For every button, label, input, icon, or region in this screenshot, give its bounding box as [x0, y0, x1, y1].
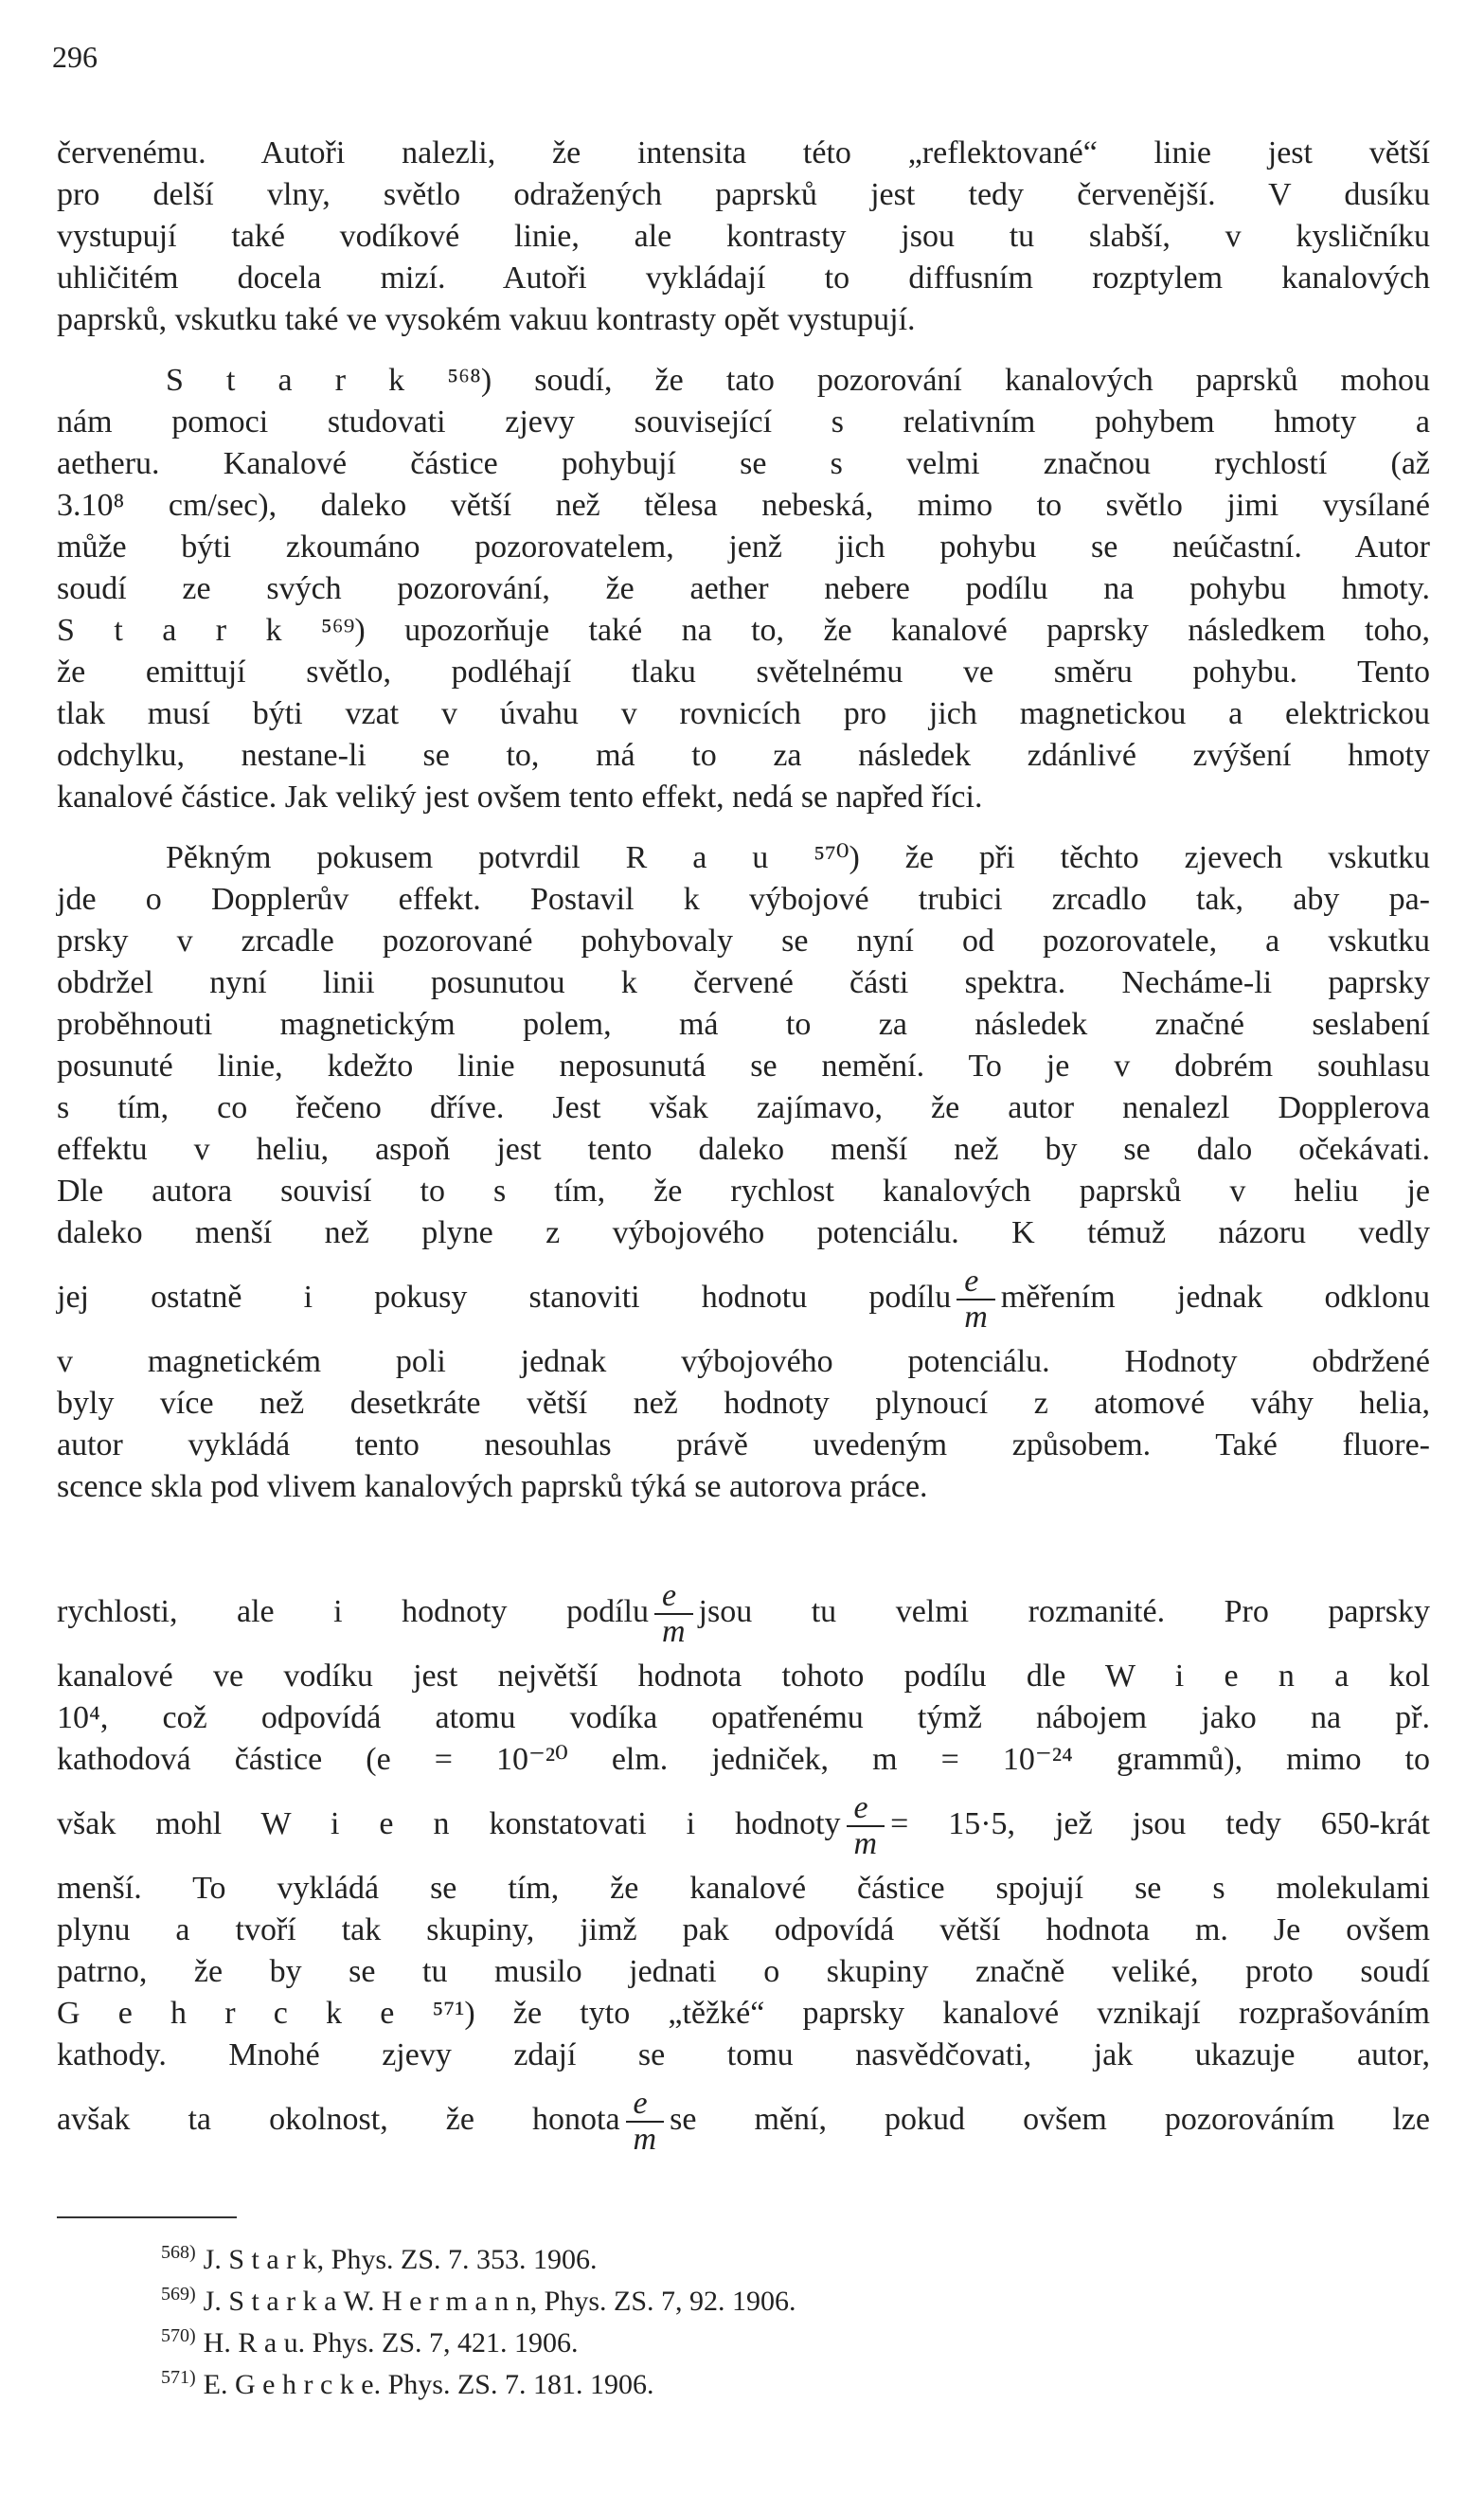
- text-line: prsky v zrcadle pozorované pohybovaly se nyní od pozorovatele, a vskutku: [57, 924, 1430, 959]
- text-line: kathody. Mnohé zjevy zdají se tomu nasvědčovati, jak ukazuje autor,: [57, 2037, 1430, 2072]
- footnote-text: J. S t a r k a W. H e r m a n n, Phys. ZS. 7, 92. 1906.: [203, 2286, 796, 2317]
- text-line: scence skla pod vlivem kanalových paprsků týká se autorova práce.: [57, 1469, 928, 1504]
- text-line: kathodová částice (e = 10⁻²⁰ elm. jedniček, m = 10⁻²⁴ grammů), mimo to: [57, 1742, 1430, 1777]
- fraction: [847, 1791, 885, 1861]
- text-line: S t a r k ⁵⁶⁹) upozorňuje také na to, že kanalové paprsky následkem toho,: [57, 613, 1430, 648]
- line-before-fraction: rychlosti, ale i hodnoty podílu: [57, 1594, 649, 1629]
- text-line: autor vykládá tento nesouhlas právě uvedeným způsobem. Také fluore-: [57, 1427, 1430, 1462]
- fraction: [957, 1264, 995, 1335]
- paragraph-gap: [57, 341, 1430, 360]
- line-before-fraction: avšak ta okolnost, že honota: [57, 2102, 620, 2137]
- text-line: 10⁴, což odpovídá atomu vodíka opatřenému týmž nábojem jako na př.: [57, 1700, 1430, 1735]
- text-line: kanalové ve vodíku jest největší hodnota tohoto podílu dle W i e n a kol: [57, 1659, 1430, 1694]
- text-line: effektu v heliu, aspoň jest tento daleko menší než by se dalo očekávati.: [57, 1132, 1430, 1167]
- fraction-denominator: m: [661, 1614, 686, 1650]
- text-line: S t a r k ⁵⁶⁸) soudí, že tato pozorování kanalových paprsků mohou: [166, 363, 1430, 398]
- footnote-mark: 569): [161, 2284, 196, 2305]
- text-line: [57, 1254, 1430, 1341]
- footnote-mark: 571): [161, 2367, 196, 2388]
- footnote-text: E. G e h r c k e. Phys. ZS. 7. 181. 1906.: [203, 2369, 654, 2400]
- text-line: [57, 1527, 1430, 1569]
- line-before-fraction: jej ostatně i pokusy stanoviti hodnotu podílu: [57, 1280, 952, 1315]
- text-line: s tím, co řečeno dříve. Jest však zajímavo, že autor nenalezl Dopplerova: [57, 1090, 1430, 1125]
- paragraph-gap: [57, 818, 1430, 837]
- text-line: daleko menší než plyne z výbojového potenciálu. K témuž názoru vedly: [57, 1215, 1430, 1250]
- text-line: paprsků, vskutku také ve vysokém vakuu kontrasty opět vystupují.: [57, 302, 916, 337]
- footnote-mark: 570): [161, 2325, 196, 2346]
- fraction: [654, 1579, 693, 1649]
- text-line: byly více než desetkráte větší než hodnoty plynoucí z atomové váhy helia,: [57, 1386, 1430, 1421]
- text-line: uhličitém docela mizí. Autoři vykládají to diffusním rozptylem kanalových: [57, 260, 1430, 296]
- text-line: obdržel nyní linii posunutou k červené části spektra. Necháme-li paprsky: [57, 965, 1430, 1000]
- text-line: Dle autora souvisí to s tím, že rychlost kanalových paprsků v heliu je: [57, 1174, 1430, 1209]
- fraction-denominator: m: [633, 2122, 657, 2158]
- line-before-fraction: však mohl W i e n konstatovati i hodnoty: [57, 1806, 841, 1841]
- fraction-numerator: e: [957, 1264, 995, 1300]
- text-line: vystupují také vodíkové linie, ale kontrasty jsou tu slabší, v kysličníku: [57, 219, 1430, 254]
- text-line: proběhnouti magnetickým polem, má to za následek značné seslabení: [57, 1007, 1430, 1042]
- text-line: může býti zkoumáno pozorovatelem, jenž jich pohybu se neúčastní. Autor: [57, 529, 1430, 565]
- text-line: soudí ze svých pozorování, že aether nebere podílu na pohybu hmoty.: [57, 571, 1430, 606]
- text-line: 3.10⁸ cm/sec), daleko větší než tělesa nebeská, mimo to světlo jimi vysílané: [57, 488, 1430, 523]
- paragraph-gap: [57, 1508, 1430, 1527]
- text-line: odchylku, nestane-li se to, má to za následek zdánlivé zvýšení hmoty: [57, 738, 1430, 773]
- text-line: Pěkným pokusem potvrdil R a u ⁵⁷⁰) že při těchto zjevech vskutku: [166, 840, 1430, 875]
- text-line: v magnetickém poli jednak výbojového potenciálu. Hodnoty obdržené: [57, 1344, 1430, 1379]
- text-line: jde o Dopplerův effekt. Postavil k výbojové trubici zrcadlo tak, aby pa-: [57, 882, 1430, 917]
- text-line: menší. To vykládá se tím, že kanalové částice spojují se s molekulami: [57, 1871, 1430, 1906]
- footnote: [161, 2235, 796, 2277]
- fraction-numerator: e: [847, 1791, 885, 1827]
- text-line: červenému. Autoři nalezli, že intensita této „reflektované“ linie jest větší: [57, 135, 1430, 170]
- footnote: [161, 2360, 796, 2402]
- text-line: [57, 2076, 1430, 2163]
- footnote: [161, 2277, 796, 2319]
- text-line: aetheru. Kanalové částice pohybují se s velmi značnou rychlostí (až: [57, 446, 1430, 481]
- fraction-denominator: m: [853, 1826, 878, 1862]
- text-line: G e h r c k e ⁵⁷¹) že tyto „těžké“ paprsky kanalové vznikají rozprašováním: [57, 1996, 1430, 2031]
- text-line: kanalové částice. Jak veliký jest ovšem tento effekt, nedá se napřed říci.: [57, 780, 983, 815]
- text-line: tlak musí býti vzat v úvahu v rovnicích pro jich magnetickou a elektrickou: [57, 696, 1430, 731]
- text-line: patrno, že by se tu musilo jednati o skupiny značně veliké, proto soudí: [57, 1954, 1430, 1989]
- fraction-numerator: e: [654, 1579, 693, 1615]
- text-line: že emittují světlo, podléhají tlaku světelnému ve směru pohybu. Tento: [57, 655, 1430, 690]
- line-after-fraction: se mění, pokud ovšem pozorováním lze: [670, 2102, 1430, 2137]
- footnote-rule: [57, 2216, 237, 2218]
- footnote-mark: 568): [161, 2242, 196, 2263]
- footnote-text: H. R a u. Phys. ZS. 7, 421. 1906.: [203, 2327, 579, 2359]
- page-number: 296: [52, 40, 98, 74]
- fraction-numerator: e: [626, 2087, 665, 2123]
- text-line: nám pomoci studovati zjevy související s relativním pohybem hmoty a: [57, 404, 1430, 439]
- line-after-fraction: měřením jednak odklonu: [1000, 1280, 1430, 1315]
- text-line: plynu a tvoří tak skupiny, jimž pak odpovídá větší hodnota m. Je ovšem: [57, 1912, 1430, 1947]
- footnote-text: J. S t a r k, Phys. ZS. 7. 353. 1906.: [203, 2244, 598, 2275]
- text-line: [57, 1569, 1430, 1656]
- footnote: [161, 2319, 796, 2360]
- text-line: pro delší vlny, světlo odražených paprsků jest tedy červenější. V dusíku: [57, 177, 1430, 212]
- fraction-denominator: m: [964, 1300, 988, 1336]
- text-line: [57, 1781, 1430, 1868]
- line-after-fraction: jsou tu velmi rozmanité. Pro paprsky: [698, 1594, 1430, 1629]
- line-after-fraction: = 15·5, jež jsou tedy 650-krát: [890, 1806, 1430, 1841]
- footnotes: [161, 2235, 796, 2402]
- body-text: [57, 133, 1430, 2163]
- fraction: [626, 2087, 665, 2157]
- text-line: posunuté linie, kdežto linie neposunutá se nemění. To je v dobrém souhlasu: [57, 1049, 1430, 1084]
